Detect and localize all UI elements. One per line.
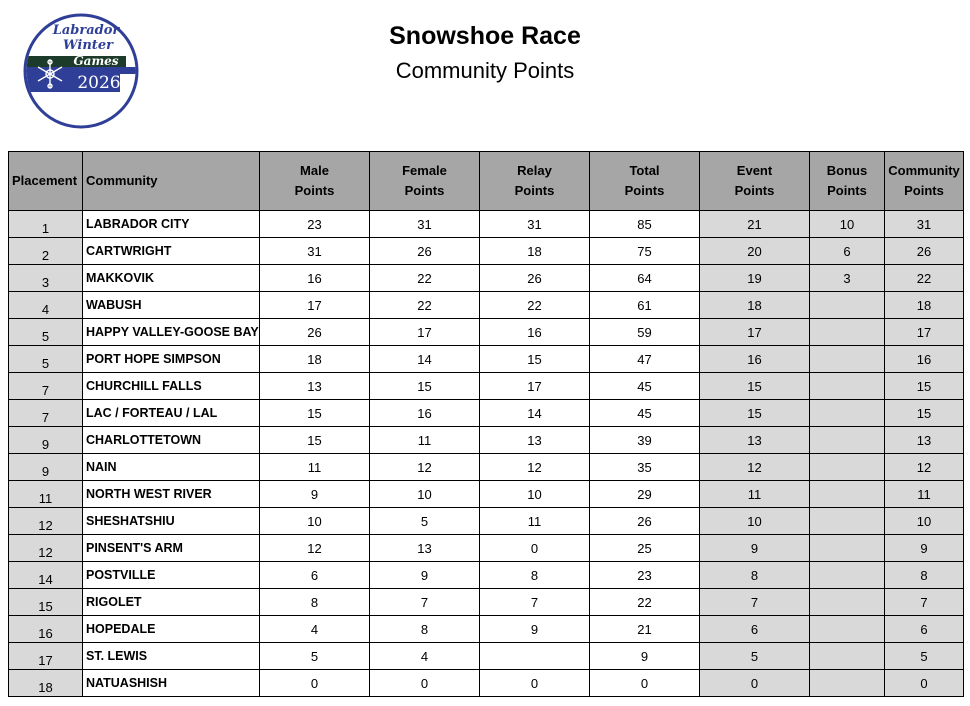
- event-points-cell: 0: [700, 670, 810, 697]
- total-points-cell: 26: [590, 508, 700, 535]
- placement-cell: 1: [9, 211, 83, 238]
- total-points-cell: 45: [590, 373, 700, 400]
- placement-cell: 5: [9, 346, 83, 373]
- event-points-cell: 7: [700, 589, 810, 616]
- bonus-points-cell: [810, 346, 885, 373]
- placement-cell: 15: [9, 589, 83, 616]
- total-points-cell: 59: [590, 319, 700, 346]
- relay-points-cell: 16: [480, 319, 590, 346]
- male-points-cell: 10: [260, 508, 370, 535]
- bonus-points-cell: 10: [810, 211, 885, 238]
- community-name-cell: PORT HOPE SIMPSON: [83, 346, 260, 373]
- female-points-cell: 22: [370, 265, 480, 292]
- relay-points-cell: 13: [480, 427, 590, 454]
- community-name-cell: CHARLOTTETOWN: [83, 427, 260, 454]
- female-points-cell: 14: [370, 346, 480, 373]
- total-points-cell: 29: [590, 481, 700, 508]
- event-points-cell: 15: [700, 373, 810, 400]
- male-points-cell: 26: [260, 319, 370, 346]
- community-name-cell: RIGOLET: [83, 589, 260, 616]
- event-points-cell: 6: [700, 616, 810, 643]
- relay-points-cell: 0: [480, 535, 590, 562]
- event-points-cell: 18: [700, 292, 810, 319]
- female-points-cell: 22: [370, 292, 480, 319]
- community-name-cell: PINSENT'S ARM: [83, 535, 260, 562]
- total-points-cell: 39: [590, 427, 700, 454]
- community-name-cell: ST. LEWIS: [83, 643, 260, 670]
- table-row: [9, 427, 964, 454]
- community-points-cell: 15: [885, 400, 964, 427]
- table-row: [9, 265, 964, 292]
- relay-points-cell: 12: [480, 454, 590, 481]
- table-row: [9, 346, 964, 373]
- total-points-cell: 9: [590, 643, 700, 670]
- table-row: [9, 643, 964, 670]
- header-community: Community: [83, 152, 260, 211]
- community-points-cell: 31: [885, 211, 964, 238]
- female-points-cell: 8: [370, 616, 480, 643]
- event-points-cell: 19: [700, 265, 810, 292]
- female-points-cell: 5: [370, 508, 480, 535]
- male-points-cell: 6: [260, 562, 370, 589]
- bonus-points-cell: [810, 454, 885, 481]
- community-points-cell: 15: [885, 373, 964, 400]
- header-male-points: Male Points: [260, 152, 370, 211]
- relay-points-cell: [480, 643, 590, 670]
- header-relay-points: Relay Points: [480, 152, 590, 211]
- logo-line3: Games: [73, 54, 119, 68]
- community-points-table: [8, 151, 964, 697]
- bonus-points-cell: [810, 562, 885, 589]
- page-title: Snowshoe Race: [389, 22, 581, 50]
- event-points-cell: 20: [700, 238, 810, 265]
- female-points-cell: 13: [370, 535, 480, 562]
- male-points-cell: 5: [260, 643, 370, 670]
- bonus-points-cell: [810, 616, 885, 643]
- male-points-cell: 13: [260, 373, 370, 400]
- placement-cell: 9: [9, 427, 83, 454]
- event-points-cell: 17: [700, 319, 810, 346]
- relay-points-cell: 14: [480, 400, 590, 427]
- table-row: [9, 508, 964, 535]
- bonus-points-cell: [810, 481, 885, 508]
- female-points-cell: 0: [370, 670, 480, 697]
- male-points-cell: 11: [260, 454, 370, 481]
- male-points-cell: 15: [260, 427, 370, 454]
- logo-year: 2026: [77, 73, 121, 93]
- table-row: [9, 292, 964, 319]
- total-points-cell: 21: [590, 616, 700, 643]
- placement-cell: 9: [9, 454, 83, 481]
- community-points-cell: 12: [885, 454, 964, 481]
- female-points-cell: 16: [370, 400, 480, 427]
- male-points-cell: 17: [260, 292, 370, 319]
- event-points-cell: 5: [700, 643, 810, 670]
- logo-line1: Labrador: [52, 23, 120, 38]
- relay-points-cell: 8: [480, 562, 590, 589]
- table-row: [9, 211, 964, 238]
- relay-points-cell: 9: [480, 616, 590, 643]
- female-points-cell: 26: [370, 238, 480, 265]
- table-row: [9, 481, 964, 508]
- community-name-cell: LABRADOR CITY: [83, 211, 260, 238]
- table-row: [9, 373, 964, 400]
- event-points-cell: 15: [700, 400, 810, 427]
- community-points-cell: 13: [885, 427, 964, 454]
- event-points-cell: 11: [700, 481, 810, 508]
- placement-cell: 12: [9, 535, 83, 562]
- event-points-cell: 8: [700, 562, 810, 589]
- placement-cell: 3: [9, 265, 83, 292]
- community-points-cell: 22: [885, 265, 964, 292]
- placement-cell: 16: [9, 616, 83, 643]
- male-points-cell: 18: [260, 346, 370, 373]
- female-points-cell: 4: [370, 643, 480, 670]
- table-header-row: [9, 152, 964, 211]
- placement-cell: 4: [9, 292, 83, 319]
- relay-points-cell: 0: [480, 670, 590, 697]
- table-body: [9, 211, 964, 697]
- community-name-cell: CHURCHILL FALLS: [83, 373, 260, 400]
- male-points-cell: 15: [260, 400, 370, 427]
- relay-points-cell: 7: [480, 589, 590, 616]
- total-points-cell: 61: [590, 292, 700, 319]
- community-points-cell: 26: [885, 238, 964, 265]
- bonus-points-cell: [810, 373, 885, 400]
- table-row: [9, 616, 964, 643]
- male-points-cell: 16: [260, 265, 370, 292]
- female-points-cell: 11: [370, 427, 480, 454]
- event-points-cell: 21: [700, 211, 810, 238]
- event-points-cell: 10: [700, 508, 810, 535]
- total-points-cell: 22: [590, 589, 700, 616]
- placement-cell: 14: [9, 562, 83, 589]
- bonus-points-cell: [810, 508, 885, 535]
- table-row: [9, 400, 964, 427]
- total-points-cell: 25: [590, 535, 700, 562]
- community-points-cell: 6: [885, 616, 964, 643]
- community-points-cell: 10: [885, 508, 964, 535]
- community-points-cell: 5: [885, 643, 964, 670]
- relay-points-cell: 26: [480, 265, 590, 292]
- total-points-cell: 75: [590, 238, 700, 265]
- page-subtitle: Community Points: [395, 58, 575, 83]
- total-points-cell: 47: [590, 346, 700, 373]
- header-bonus-points: Bonus Points: [810, 152, 885, 211]
- total-points-cell: 64: [590, 265, 700, 292]
- community-name-cell: HOPEDALE: [83, 616, 260, 643]
- bonus-points-cell: [810, 589, 885, 616]
- community-points-cell: 9: [885, 535, 964, 562]
- community-points-cell: 11: [885, 481, 964, 508]
- total-points-cell: 23: [590, 562, 700, 589]
- community-points-cell: 17: [885, 319, 964, 346]
- placement-cell: 12: [9, 508, 83, 535]
- relay-points-cell: 15: [480, 346, 590, 373]
- bonus-points-cell: [810, 400, 885, 427]
- female-points-cell: 9: [370, 562, 480, 589]
- total-points-cell: 45: [590, 400, 700, 427]
- placement-cell: 7: [9, 373, 83, 400]
- relay-points-cell: 10: [480, 481, 590, 508]
- table-row: [9, 589, 964, 616]
- event-points-cell: 9: [700, 535, 810, 562]
- bonus-points-cell: [810, 292, 885, 319]
- relay-points-cell: 11: [480, 508, 590, 535]
- community-name-cell: WABUSH: [83, 292, 260, 319]
- logo-line2: Winter: [63, 38, 113, 53]
- placement-cell: 7: [9, 400, 83, 427]
- male-points-cell: 8: [260, 589, 370, 616]
- community-name-cell: NAIN: [83, 454, 260, 481]
- header-placement: Placement: [9, 152, 83, 211]
- male-points-cell: 12: [260, 535, 370, 562]
- bonus-points-cell: [810, 427, 885, 454]
- bonus-points-cell: 3: [810, 265, 885, 292]
- bonus-points-cell: [810, 319, 885, 346]
- community-name-cell: HAPPY VALLEY-GOOSE BAY: [83, 319, 260, 346]
- placement-cell: 5: [9, 319, 83, 346]
- community-points-cell: 18: [885, 292, 964, 319]
- event-points-cell: 13: [700, 427, 810, 454]
- male-points-cell: 0: [260, 670, 370, 697]
- placement-cell: 11: [9, 481, 83, 508]
- bonus-points-cell: [810, 643, 885, 670]
- male-points-cell: 4: [260, 616, 370, 643]
- bonus-points-cell: [810, 670, 885, 697]
- community-name-cell: MAKKOVIK: [83, 265, 260, 292]
- table-row: [9, 238, 964, 265]
- bonus-points-cell: 6: [810, 238, 885, 265]
- placement-cell: 18: [9, 670, 83, 697]
- community-points-cell: 8: [885, 562, 964, 589]
- male-points-cell: 23: [260, 211, 370, 238]
- placement-cell: 17: [9, 643, 83, 670]
- relay-points-cell: 17: [480, 373, 590, 400]
- community-name-cell: NATUASHISH: [83, 670, 260, 697]
- total-points-cell: 35: [590, 454, 700, 481]
- total-points-cell: 0: [590, 670, 700, 697]
- female-points-cell: 12: [370, 454, 480, 481]
- placement-cell: 2: [9, 238, 83, 265]
- relay-points-cell: 31: [480, 211, 590, 238]
- relay-points-cell: 22: [480, 292, 590, 319]
- female-points-cell: 7: [370, 589, 480, 616]
- community-points-cell: 7: [885, 589, 964, 616]
- table-row: [9, 319, 964, 346]
- header-total-points: Total Points: [590, 152, 700, 211]
- female-points-cell: 10: [370, 481, 480, 508]
- community-points-cell: 16: [885, 346, 964, 373]
- male-points-cell: 31: [260, 238, 370, 265]
- community-name-cell: LAC / FORTEAU / LAL: [83, 400, 260, 427]
- event-points-cell: 16: [700, 346, 810, 373]
- community-name-cell: POSTVILLE: [83, 562, 260, 589]
- male-points-cell: 9: [260, 481, 370, 508]
- header-event-points: Event Points: [700, 152, 810, 211]
- table-row: [9, 535, 964, 562]
- female-points-cell: 17: [370, 319, 480, 346]
- community-name-cell: NORTH WEST RIVER: [83, 481, 260, 508]
- bonus-points-cell: [810, 535, 885, 562]
- table-row: [9, 562, 964, 589]
- table-row: [9, 670, 964, 697]
- header-community-points: Community Points: [885, 152, 964, 211]
- community-name-cell: CARTWRIGHT: [83, 238, 260, 265]
- total-points-cell: 85: [590, 211, 700, 238]
- event-points-cell: 12: [700, 454, 810, 481]
- female-points-cell: 15: [370, 373, 480, 400]
- female-points-cell: 31: [370, 211, 480, 238]
- community-points-cell: 0: [885, 670, 964, 697]
- table-row: [9, 454, 964, 481]
- relay-points-cell: 18: [480, 238, 590, 265]
- header-female-points: Female Points: [370, 152, 480, 211]
- community-name-cell: SHESHATSHIU: [83, 508, 260, 535]
